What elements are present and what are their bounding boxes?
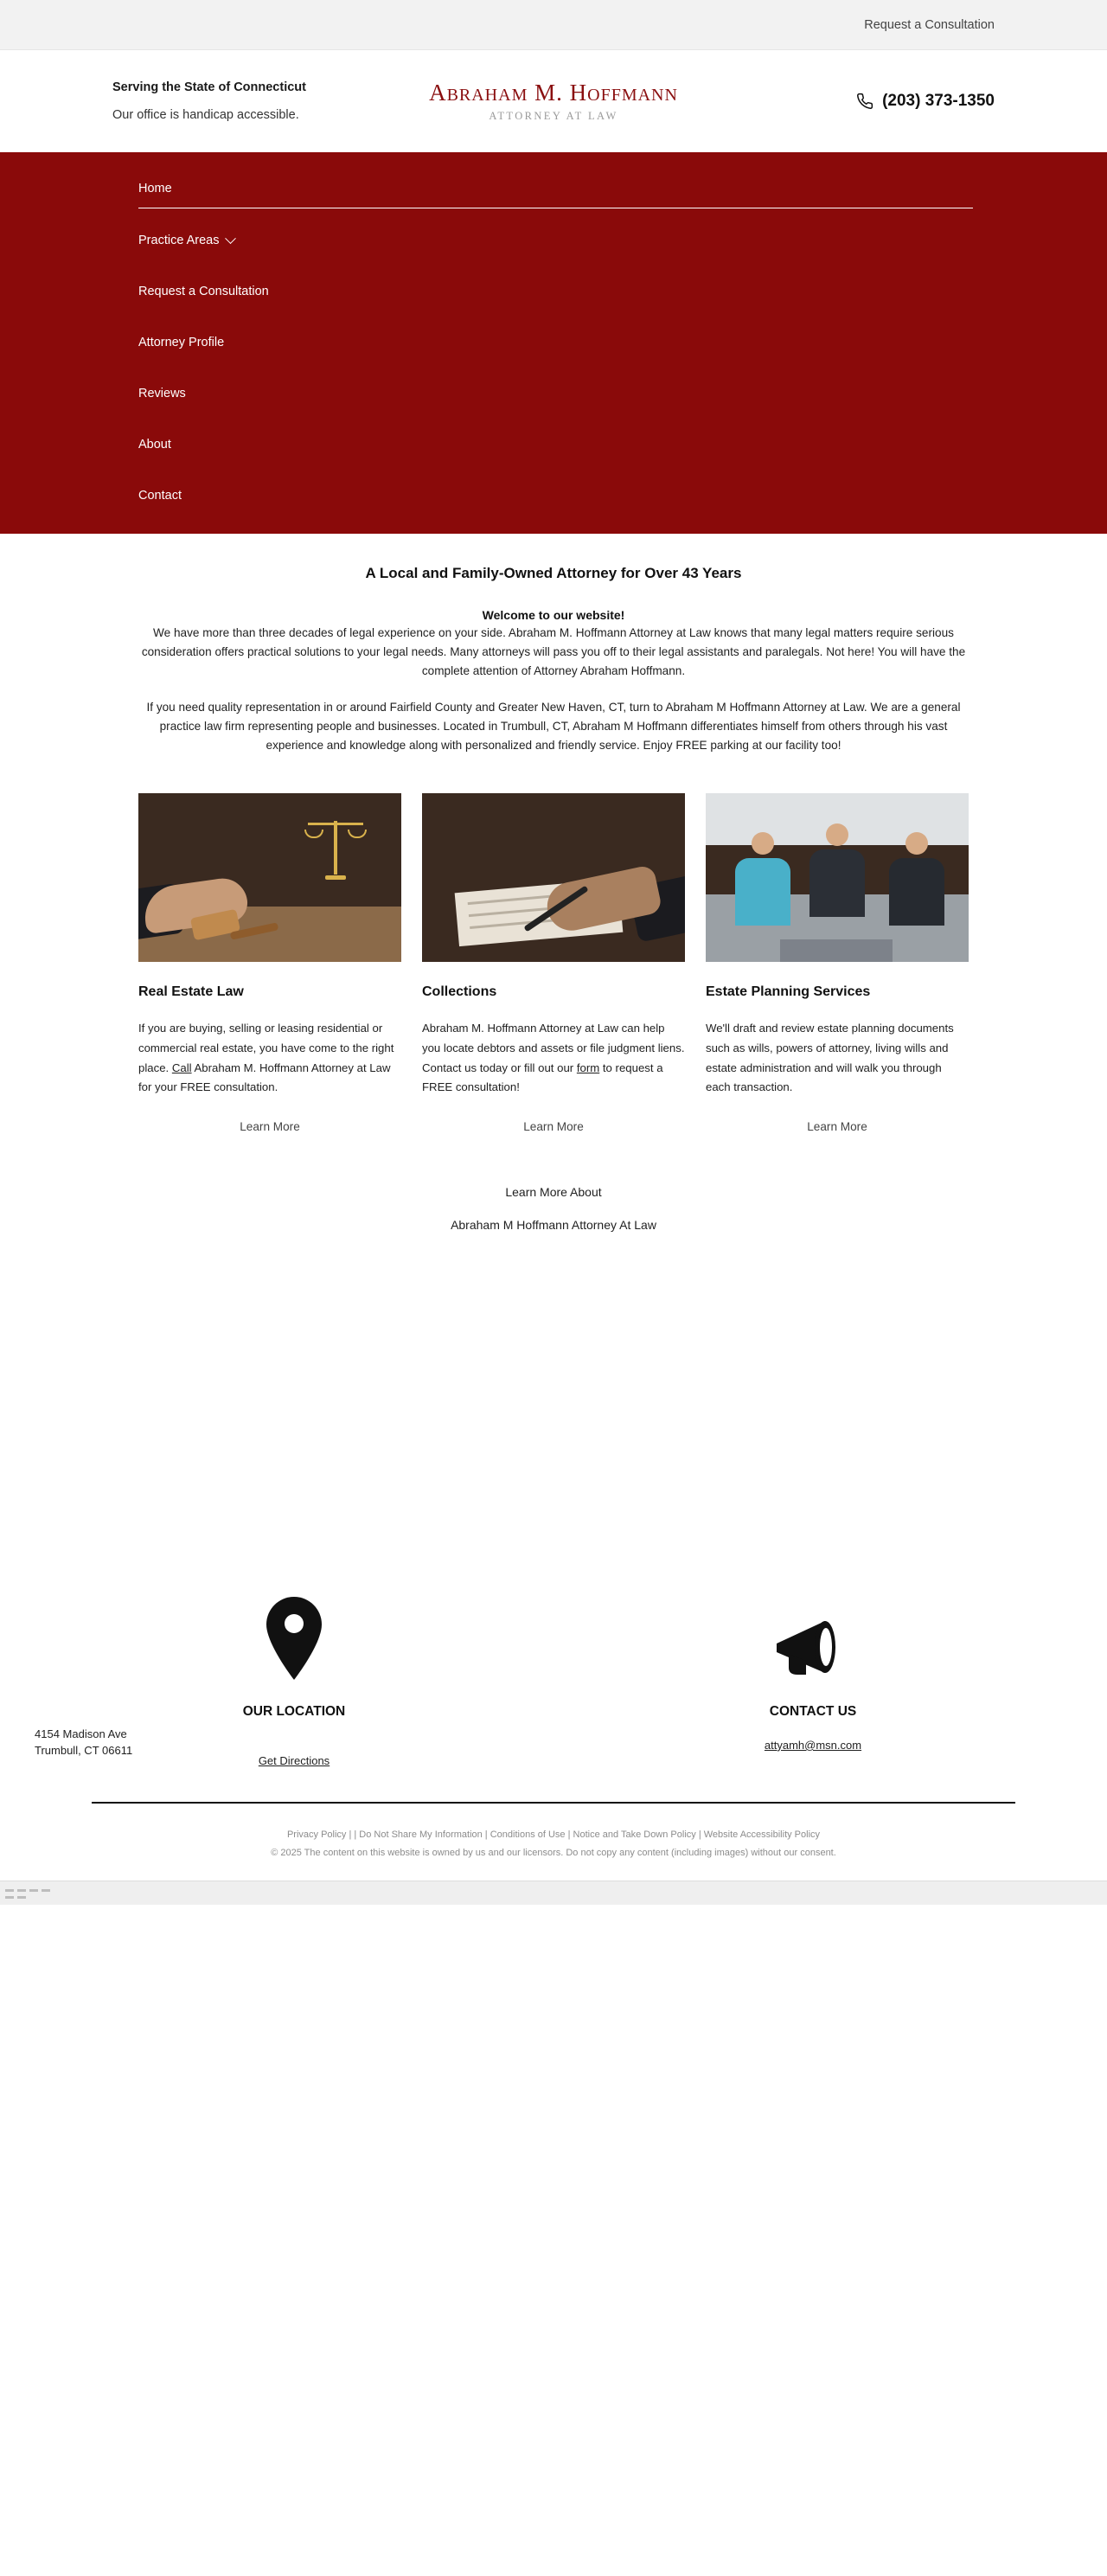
info-section — [0, 1595, 1107, 1767]
utility-bar — [0, 0, 1107, 50]
card-inline-link[interactable]: form — [576, 1061, 600, 1074]
site-header — [0, 50, 1107, 152]
logo-subtitle: ATTORNEY AT LAW — [489, 110, 618, 122]
megaphone-icon — [554, 1595, 1072, 1682]
browser-bottom-bar — [0, 1881, 1107, 1905]
card-title: Real Estate Law — [138, 984, 244, 1000]
site-footer — [0, 1804, 1107, 1881]
logo-name — [429, 80, 678, 106]
phone-icon — [856, 93, 873, 110]
learn-more-link[interactable]: Learn More — [523, 1119, 584, 1133]
learn-more-about-section — [0, 1133, 1107, 1232]
gavel-scales-photo — [138, 793, 401, 962]
footer-links-line[interactable]: Privacy Policy | | Do Not Share My Information | Conditions of Use | Notice and Take Down Policy | Website Accessibility Policy — [286, 1829, 821, 1840]
header-tagline-block — [112, 80, 398, 122]
intro-section — [0, 534, 1107, 755]
learn-more-about-line1: Learn More About — [505, 1184, 602, 1199]
nav-item-label: Home — [138, 182, 172, 195]
content-spacer — [0, 1232, 1107, 1543]
contact-block — [554, 1595, 1072, 1767]
nav-item-label: Attorney Profile — [138, 336, 225, 349]
card-inline-link[interactable]: Call — [171, 1061, 192, 1074]
request-consultation-top-link[interactable]: Request a Consultation — [864, 17, 995, 32]
map-pin-icon — [35, 1595, 554, 1682]
site-logo[interactable] — [429, 80, 678, 123]
nav-item-label: About — [138, 438, 171, 452]
welcome-heading: Welcome to our website! — [482, 608, 625, 622]
nav-item-home[interactable] — [138, 182, 973, 208]
nav-item-reviews[interactable] — [138, 387, 969, 413]
address-line-1: 4154 Madison Ave — [35, 1727, 127, 1740]
phone-number[interactable]: (203) 373-1350 — [882, 92, 995, 110]
card-real-estate-law — [138, 793, 401, 1133]
contact-title: CONTACT US — [769, 1703, 857, 1719]
footer-copyright: © 2025 The content on this website is owned by us and our licensors. Do not copy any content (including images) without our consent. — [271, 1847, 836, 1858]
client-meeting-photo — [706, 793, 969, 962]
nav-item-label: Practice Areas — [138, 234, 220, 247]
learn-more-link[interactable]: Learn More — [240, 1119, 300, 1133]
card-title: Collections — [422, 984, 497, 1000]
nav-item-attorney-profile[interactable] — [138, 336, 969, 362]
address-line-2: Trumbull, CT 06611 — [35, 1743, 133, 1757]
location-title: OUR LOCATION — [242, 1703, 346, 1719]
footer-divider — [92, 1802, 1015, 1804]
location-block — [35, 1595, 554, 1767]
address-text — [35, 1727, 132, 1759]
card-text: Abraham M. Hoffmann Attorney at Law can help you locate debtors and assets or file judgment liens. Contact us today or fill out our form to request a FREE consultation! — [422, 1022, 685, 1094]
learn-more-link[interactable]: Learn More — [807, 1119, 867, 1133]
intro-paragraph-2: If you need quality representation in or around Fairfield County and Greater New Haven, CT, turn to Abraham M Hoffmann Attorney at Law. We are a general practice law firm representing people and businesses. Located in Trumbull, CT, Abraham M Hoffmann differentiates himself from others through his vast experience and knowledge along with personalized and friendly service. Enjoy FREE parking at our facility too! — [146, 701, 961, 753]
card-text: We'll draft and review estate planning documents such as wills, powers of attorney, living wills and estate administration and will walk you through each transaction. — [706, 1022, 954, 1094]
nav-item-request-a-consultation[interactable] — [138, 285, 969, 311]
nav-item-label: Request a Consultation — [138, 285, 269, 298]
serving-state-text: Serving the State of Connecticut — [112, 80, 306, 94]
footer-links[interactable] — [0, 1829, 1107, 1840]
nav-item-label: Contact — [138, 489, 182, 503]
card-title: Estate Planning Services — [706, 984, 871, 1000]
handicap-accessible-text: Our office is handicap accessible. — [112, 108, 299, 122]
learn-more-about-line2: Abraham M Hoffmann Attorney At Law — [451, 1217, 656, 1232]
nav-item-about[interactable] — [138, 438, 969, 464]
nav-item-contact[interactable] — [138, 489, 969, 503]
signing-documents-photo — [422, 793, 685, 962]
practice-cards — [0, 772, 1107, 1133]
bottom-dash-row-2 — [5, 1896, 26, 1899]
email-link[interactable]: attyamh@msn.com — [764, 1738, 862, 1752]
card-collections — [422, 793, 685, 1133]
card-text: If you are buying, selling or leasing residential or commercial real estate, you have come to the right place. Call Abraham M. Hoffmann Attorney at Law for your FREE consultation. — [138, 1022, 394, 1094]
header-phone-block[interactable] — [856, 92, 995, 111]
page-title: A Local and Family-Owned Attorney for Over 43 Years — [365, 565, 742, 581]
card-estate-planning — [706, 793, 969, 1133]
main-navigation — [0, 152, 1107, 534]
logo-name-text: ABRAHAM M. HOFFMANN — [429, 80, 678, 106]
nav-item-practice-areas[interactable] — [138, 234, 969, 260]
get-directions-link[interactable]: Get Directions — [258, 1753, 330, 1767]
intro-paragraph-1: We have more than three decades of legal experience on your side. Abraham M. Hoffmann Attorney at Law knows that many legal matters require serious consideration offers practical solutions to your legal needs. Many attorneys will pass you off to their legal assistants and paralegals. Not here! You will have the complete attention of Attorney Abraham Hoffmann. — [141, 626, 966, 678]
nav-item-label: Reviews — [138, 387, 186, 400]
chevron-down-icon — [225, 233, 236, 244]
bottom-dash-row-1 — [5, 1889, 50, 1892]
email-wrap — [554, 1739, 1072, 1752]
